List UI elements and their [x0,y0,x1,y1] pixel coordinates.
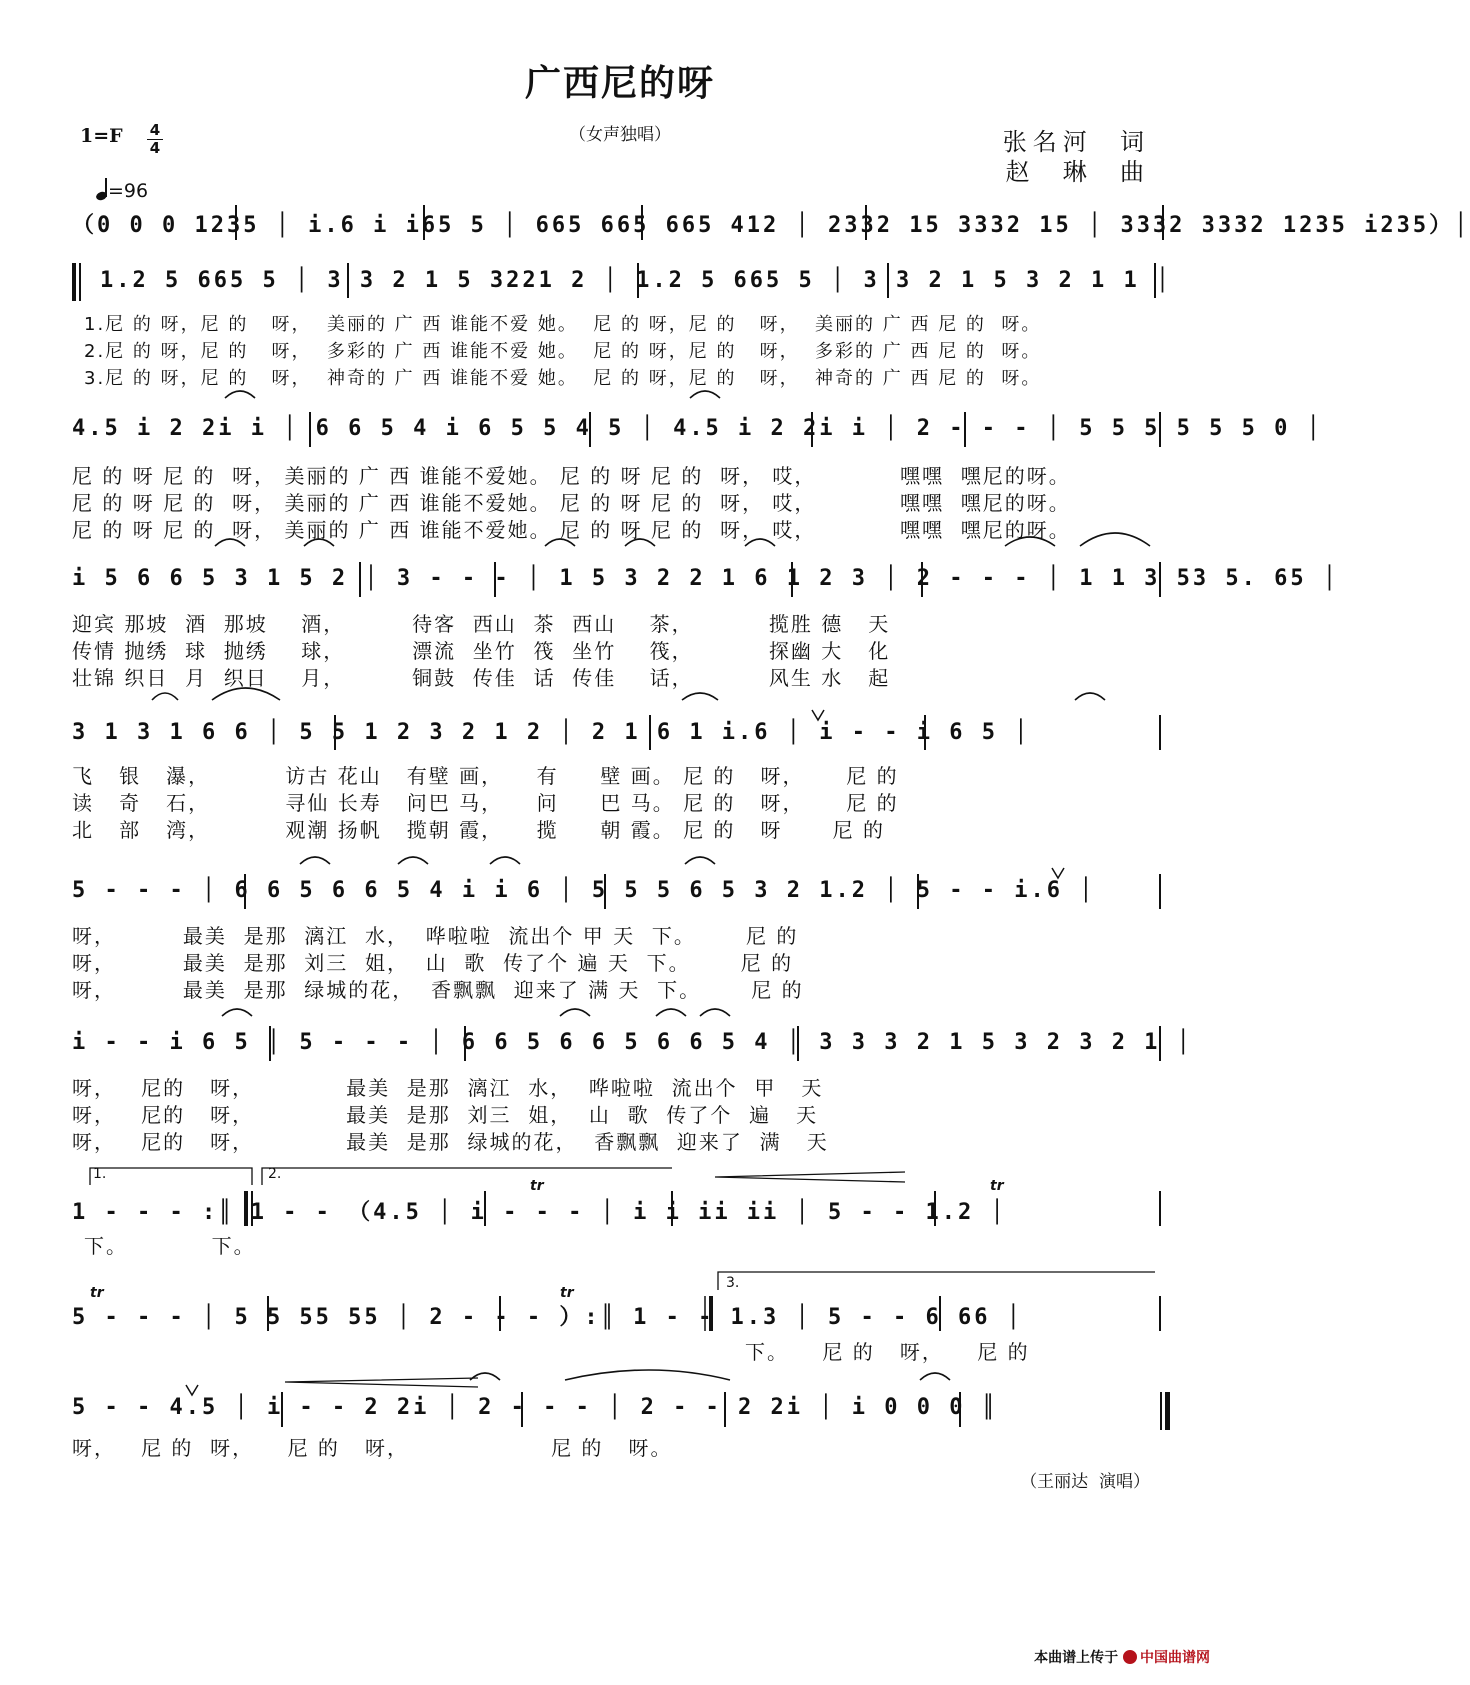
slur [222,1009,252,1016]
notes-line: 1.2 5 665 5 │ 3 3 2 1 5 3221 2 │ 1.2 5 665 5 │ 3 3 2 1 5 3 2 1 1 │ [100,268,1173,293]
time-bottom: 4 [149,139,161,157]
slur [490,857,520,864]
slur [745,539,775,546]
slur [656,1009,686,1016]
slur [625,539,655,546]
composer-credit: 赵 琳 曲 [1005,158,1150,186]
slur [565,1370,730,1380]
notes-line: 1 - - - :║ 1 - - （4.5 │ i - - - │ i i ii ii │ 5 - - 1.2 │ [72,1200,1007,1225]
trill-mark: tr [990,1178,1004,1194]
lyric-verse-3: 3.尼 的 呀，尼 的 呀， 神奇的 广 西 谁能不爱 她。 尼 的 呀，尼 的 呀， 神奇的 广 西 尼 的 呀。 [84,368,1042,389]
slur [152,693,178,700]
key-signature: 1=F [80,125,123,147]
trill-mark: tr [90,1285,104,1301]
ending-1-label: 1. [93,1166,107,1182]
slur [1005,537,1055,546]
song-title: 广西尼的呀 [524,63,715,104]
trill-mark: tr [530,1178,544,1194]
lyric-verse-1: 迎宾 那坡 酒 那坡 酒， 待客 西山 茶 西山 茶， 揽胜 德 天 [72,612,891,636]
slur [545,539,575,546]
lyric-verse-2: 呀， 最美 是那 刘三 姐， 山 歌 传了个 遍 天 下。 尼 的 [72,951,794,975]
lyric-verse-3: 壮锦 织日 月 织日 月， 铜鼓 传佳 话 传佳 话， 风生 水 起 [72,666,891,690]
lyric-verse-2: 传情 抛绣 球 抛绣 球， 漂流 坐竹 筏 坐竹 筏， 探幽 大 化 [72,639,891,663]
ending-2-bracket [262,1168,672,1185]
slur [700,1009,730,1016]
breath-mark [812,710,824,720]
crescendo-hairpin [285,1378,478,1387]
slur [225,391,255,398]
lyric-verse-1: 1.尼 的 呀，尼 的 呀， 美丽的 广 西 谁能不爱 她。 尼 的 呀，尼 的 呀， 美丽的 广 西 尼 的 呀。 [84,314,1042,335]
slur [212,688,280,700]
notes-line: （0 0 0 1235 │ i.6 i i65 5 │ 665 665 665 412 │ 2332 15 3332 15 │ 3332 3332 1235 i235）│ [72,213,1470,238]
notes-line: 3 1 3 1 6 6 │ 5 5 1 2 3 2 1 2 │ 2 1 6 1 i.6 │ i - - i 6 5 │ [72,720,1031,745]
lyric-line: 呀， 尼 的 呀， 尼 的 呀， 尼 的 呀。 [72,1436,673,1460]
slur [690,391,720,398]
breath-mark [1052,868,1064,878]
lyric-line: 下。 下。 [84,1234,256,1258]
breath-mark [186,1385,198,1395]
site-logo-text: 中国曲谱网 [1140,1650,1210,1666]
lyric-verse-1: 尼 的 呀 尼 的 呀， 美丽的 广 西 谁能不爱她。 尼 的 呀 尼 的 呀， 哎， 嘿嘿 嘿尼的呀。 [72,464,1071,488]
lyric-verse-3: 呀， 最美 是那 绿城的花， 香飘飘 迎来了 满 天 下。 尼 的 [72,978,804,1002]
lyric-verse-2: 2.尼 的 呀，尼 的 呀， 多彩的 广 西 谁能不爱 她。 尼 的 呀，尼 的 呀， 多彩的 广 西 尼 的 呀。 [84,341,1042,362]
slur [398,857,428,864]
song-subtitle: （女声独唱） [569,125,671,145]
ending-3-bracket [718,1272,1155,1290]
lyric-verse-2: 呀， 尼的 呀， 最美 是那 刘三 姐， 山 歌 传了个 遍 天 [72,1103,819,1127]
barlines [236,205,1163,1427]
slur [685,857,715,864]
lyricist-credit: 张名河 词 [1002,128,1150,156]
notes-line: i - - i 6 5 │ 5 - - - │ 6 6 5 6 6 5 6 6 5 4 │ 3 3 3 2 1 5 3 2 3 2 1 │ [72,1030,1193,1055]
slur [682,693,718,700]
slur [470,1373,500,1380]
notes-line: 4.5 i 2 2i i │ 6 6 5 4 i 6 5 5 4 5 │ 4.5 i 2 2i i │ 2 - - - │ 5 5 5 5 5 5 0 │ [72,416,1323,441]
slur [1075,693,1105,700]
notes-line: 5 - - - │ 6 6 5 6 6 5 4 i i 6 │ 5 5 5 6 5 3 2 1.2 │ 5 - - i.6 │ [72,878,1096,903]
tempo-value: =96 [108,180,149,202]
slur [560,1009,590,1016]
lyric-verse-1: 飞 银 瀑， 访古 花山 有壁 画， 有 壁 画。 尼 的 呀， 尼 的 [72,764,899,788]
lyric-verse-1: 呀， 最美 是那 漓江 水， 哗啦啦 流出个 甲 天 下。 尼 的 [72,924,799,948]
lyric-verse-2: 尼 的 呀 尼 的 呀， 美丽的 广 西 谁能不爱她。 尼 的 呀 尼 的 呀， 哎， 嘿嘿 嘿尼的呀。 [72,491,1071,515]
crescendo-hairpin [715,1172,905,1182]
lyric-verse-2: 读 奇 石， 寻仙 长寿 问巴 马， 问 巴 马。 尼 的 呀， 尼 的 [72,791,899,815]
slur [1080,533,1150,546]
ending-2-label: 2. [268,1166,282,1182]
slur [920,1373,950,1380]
notes-line: 5 - - - │ 5 5 55 55 │ 2 - - - ）:║ 1 - - 1.3 │ 5 - - 6 66 │ [72,1305,1023,1330]
ending-3-label: 3. [726,1275,740,1291]
lyric-verse-1: 呀， 尼的 呀， 最美 是那 漓江 水， 哗啦啦 流出个 甲 天 [72,1076,824,1100]
performer-credit: （王丽达 演唱） [1020,1472,1150,1492]
lyric-verse-3: 呀， 尼的 呀， 最美 是那 绿城的花， 香飘飘 迎来了 满 天 [72,1130,829,1154]
trill-mark: tr [560,1285,574,1301]
lyric-verse-3: 北 部 湾， 观潮 扬帆 揽朝 霞， 揽 朝 霞。 尼 的 呀 尼 的 [72,818,886,842]
lyric-line: 下。 尼 的 呀， 尼 的 [745,1340,1030,1364]
time-top: 4 [149,121,161,139]
slur [215,539,245,546]
notes-line: 5 - - 4.5 │ i - - 2 2i │ 2 - - - │ 2 - - 2 2i │ i 0 0 0 ║ [72,1395,998,1420]
notes-line: i 5 6 6 5 3 1 5 2 │ 3 - - - │ 1 5 3 2 2 1 6 1 2 3 │ 2 - - - │ 1 1 3 53 5. 65 │ [72,566,1340,591]
ending-1-bracket [90,1168,252,1185]
lyric-verse-3: 尼 的 呀 尼 的 呀， 美丽的 广 西 谁能不爱她。 尼 的 呀 尼 的 呀， 哎， 嘿嘿 嘿尼的呀。 [72,518,1071,542]
footer-text: 本曲谱上传于 [1034,1650,1119,1666]
slur [300,857,330,864]
slur [304,539,334,546]
